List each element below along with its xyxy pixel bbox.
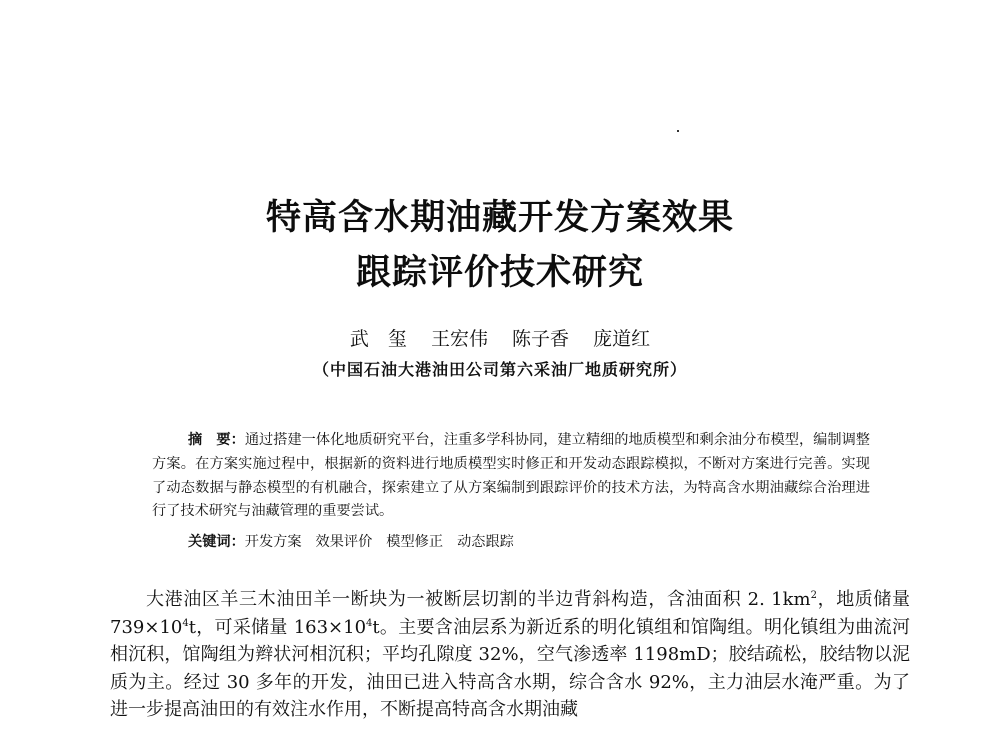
keywords-label: 关键词：	[188, 534, 245, 550]
body-text-run: t。主要含油层系为新近系的明化镇组和馆陶组。明化镇组为曲流河相沉积，馆陶组为辫状河相沉积；平均孔隙度 32%，空气渗透率 1198mD；胶结疏松，胶结物以泥质为主。经过 30 多年的开发，油田已进入特高含水期，综合含水 92%，主力油层水淹严重。为了进一步提高油田的有效注水作用，不断提高特高含水期油藏	[110, 616, 910, 720]
keyword: 动态跟踪	[457, 534, 514, 550]
author-name: 武 玺	[349, 328, 407, 350]
affiliation: （中国石油大港油田公司第六采油厂地质研究所）	[312, 360, 687, 379]
superscript: 2	[810, 590, 817, 601]
author-name: 陈子香	[512, 328, 570, 350]
abstract-text: 通过搭建一体化地质研究平台，注重多学科协同，建立精细的地质模型和剩余油分布模型，编制调整方案。在方案实施过程中，根据新的资料进行地质模型实时修正和开发动态跟踪模拟，不断对方案进行完善。实现了动态数据与静态模型的有机融合，探索建立了从方案编制到跟踪评价的技术方法，为特高含水期油藏综合治理进行了技术研究与油藏管理的重要尝试。	[152, 432, 870, 520]
keyword: 开发方案	[244, 534, 302, 550]
keywords	[188, 531, 528, 551]
body-paragraph	[110, 586, 910, 724]
keyword: 效果评价	[315, 534, 373, 550]
keyword: 模型修正	[386, 534, 444, 550]
body-text-run: ，地质储量 739×10	[110, 589, 911, 638]
paper-title-line-2: 跟踪评价技术研究	[355, 253, 644, 293]
body-text-run: 大港油区羊三木油田羊一断块为一被断层切割的半边背斜构造，含油面积 2. 1km	[146, 589, 811, 610]
author-list	[0, 324, 1000, 351]
abstract	[152, 429, 870, 524]
body-text-run: t，可采储量 163×10	[188, 616, 367, 638]
body-text	[110, 586, 910, 724]
author-name: 庞道红	[593, 328, 651, 350]
superscript: 4	[182, 617, 189, 629]
abstract-label: 摘 要：	[188, 432, 245, 448]
paper-title-line-1: 特高含水期油藏开发方案效果	[265, 198, 734, 238]
scan-speck	[677, 130, 679, 132]
superscript: 4	[366, 617, 373, 629]
author-name: 王宏伟	[430, 328, 488, 350]
